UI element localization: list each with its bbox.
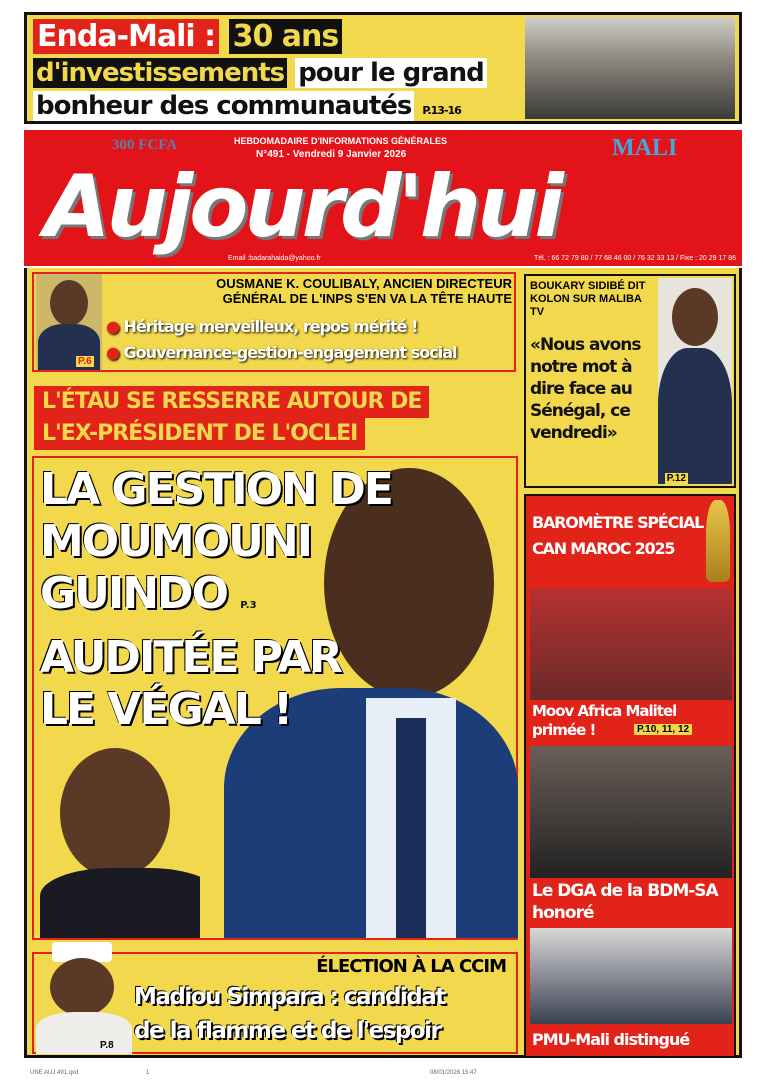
- email: Email :badarahaida@yahoo.fr: [228, 255, 321, 262]
- subtitle: HEBDOMADAIRE D'INFORMATIONS GÉNÉRALES: [234, 136, 447, 146]
- secondary-photo: [40, 738, 200, 938]
- banner-line2a: d'investissements: [33, 58, 287, 88]
- headline-line-5: LE VÉGAL !: [40, 684, 292, 735]
- boukary-quote: «Nous avons notre mot à dire face au Sénégal, ce vendredi»: [530, 335, 641, 443]
- headline-line-3: GUINDO: [40, 568, 227, 619]
- simpara-photo: [36, 942, 132, 1054]
- trophy-icon: [706, 500, 730, 582]
- page-ref: P.8: [100, 1040, 114, 1051]
- barometre-title-1: BAROMÈTRE SPÉCIAL: [532, 513, 704, 532]
- ousmane-kicker-1: OUSMANE K. COULIBALY, ANCIEN DIRECTEUR: [216, 276, 512, 291]
- banner-highlight: 30 ans: [229, 19, 343, 54]
- bullet-icon: ●: [106, 317, 119, 336]
- ousmane-line-1: ● Héritage merveilleux, repos mérité !: [106, 317, 418, 336]
- moov-photo: [530, 588, 732, 700]
- page-ref: P.3: [240, 600, 257, 611]
- sidebar-caption-3: PMU-Mali distingué: [532, 1030, 690, 1049]
- election-kicker: ÉLECTION À LA CCIM: [316, 956, 506, 977]
- headline-line-4: AUDITÉE PAR: [40, 632, 341, 683]
- ousmane-line-2: ● Gouvernance-gestion-engagement social: [106, 343, 457, 362]
- headline-line-2: MOUMOUNI: [40, 516, 312, 567]
- barometre-title-2: CAN MAROC 2025: [532, 539, 675, 558]
- main-story[interactable]: [32, 456, 518, 940]
- election-line-1: Madiou Simpara : candidat: [134, 984, 445, 1010]
- phones: Tél. : 66 72 79 80 / 77 68 46 00 / 76 32 33 13 / Fixe : 20 29 17 86: [534, 255, 736, 262]
- price: 300 FCFA: [112, 137, 178, 153]
- banner-line2b: pour le grand: [295, 58, 487, 88]
- election-story[interactable]: [32, 952, 518, 1054]
- election-line-2: de la flamme et de l'espoir: [134, 1018, 441, 1044]
- page-ref: P.13-16: [422, 104, 461, 117]
- main-kicker-banner: L'ÉTAU SE RESSERRE AUTOUR DE L'EX-PRÉSIDENT DE L'OCLEI: [34, 386, 429, 450]
- ousmane-kicker-2: GÉNÉRAL DE L'INPS S'EN VA LA TÊTE HAUTE: [222, 291, 512, 306]
- masthead: [24, 130, 742, 266]
- page-ref: P.6: [78, 356, 92, 367]
- footer-file: UNE AUJ 491.qxd: [30, 1070, 79, 1076]
- country: MALI: [612, 135, 678, 161]
- group-photo: [525, 17, 735, 119]
- boukary-kicker: BOUKARY SIDIBÉ DIT KOLON SUR MALIBA TV: [530, 280, 646, 318]
- top-banner[interactable]: [24, 12, 742, 124]
- ousmane-story[interactable]: [32, 272, 516, 372]
- bdm-photo: [530, 746, 732, 878]
- boukary-story[interactable]: [524, 274, 736, 488]
- sidebar-caption-2: Le DGA de la BDM-SA honoré: [532, 881, 718, 923]
- banner-line3: bonheur des communautés: [33, 91, 414, 121]
- barometre-box[interactable]: [524, 494, 736, 1058]
- headline-line-1: LA GESTION DE: [40, 464, 392, 515]
- boukary-photo: [658, 278, 732, 484]
- banner-kicker: Enda-Mali :: [33, 19, 219, 54]
- issue-date: N°491 - Vendredi 9 Janvier 2026: [256, 149, 407, 160]
- footer-date: 08/01/2026 15:47: [430, 1070, 477, 1076]
- pmu-photo: [530, 928, 732, 1024]
- page-ref: P.10, 11, 12: [634, 724, 692, 735]
- sidebar-caption-1: Moov Africa Malitel primée !: [532, 702, 677, 739]
- newspaper-title: Aujourd'hui: [44, 157, 560, 257]
- footer-page: 1: [146, 1070, 150, 1076]
- page-ref: P.12: [666, 473, 686, 484]
- bullet-icon: ●: [106, 343, 119, 362]
